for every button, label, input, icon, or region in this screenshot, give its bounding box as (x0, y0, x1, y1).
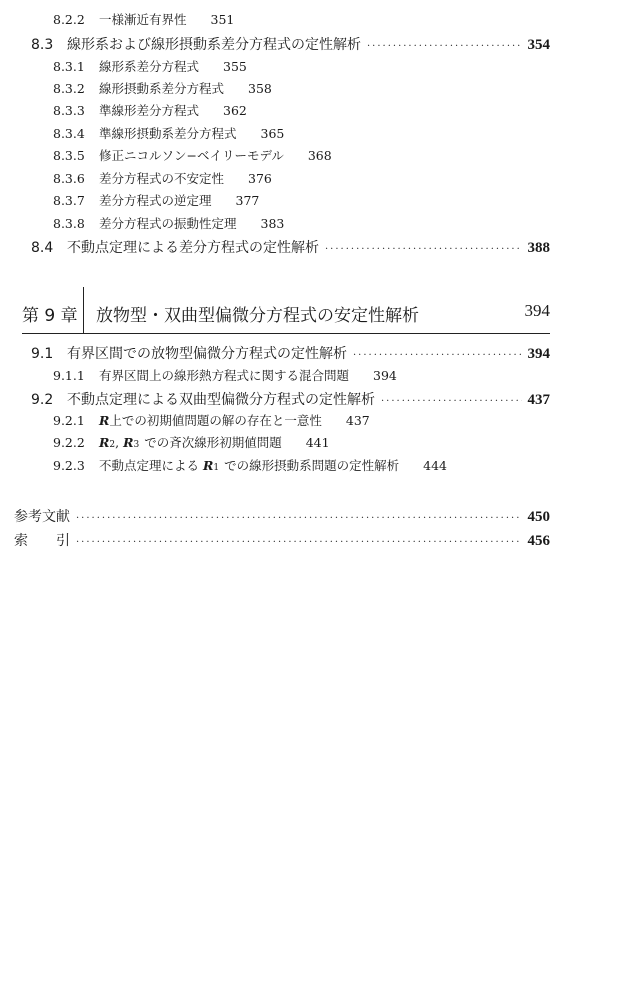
toc-entry-8-3-2[interactable] (53, 79, 272, 97)
section-number: 8.4 (31, 240, 54, 256)
entry-title: 線形摂動系差分方程式 (99, 81, 225, 96)
entry-page: 437 (345, 413, 370, 428)
toc-entry-9-2-1[interactable] (53, 411, 370, 429)
entry-page: 441 (305, 435, 330, 450)
entry-number: 8.3.7 (53, 193, 85, 208)
entry-number: 8.3.1 (53, 59, 85, 74)
toc-entry-8-3-4[interactable] (53, 124, 284, 142)
entry-number: 9.2.1 (53, 413, 85, 428)
toc-references[interactable] (14, 506, 550, 526)
dot-leader (325, 244, 522, 255)
toc-entry-8-3-6[interactable] (53, 169, 272, 187)
math-separator: , (115, 435, 124, 450)
entry-page: 377 (235, 193, 260, 208)
section-number: 8.3 (31, 37, 54, 53)
entry-number: 8.3.8 (53, 216, 85, 231)
entry-title: 差分方程式の振動性定理 (99, 216, 237, 231)
section-number: 9.2 (31, 392, 54, 408)
toc-entry-9-1-1[interactable] (53, 366, 397, 384)
entry-page: 351 (210, 12, 235, 27)
section-title: 有界区間での放物型偏微分方程式の定性解析 (67, 346, 347, 362)
section-page: 388 (527, 240, 550, 256)
math-symbol: R (99, 413, 110, 428)
math-sup: 1 (213, 463, 220, 473)
index-title: 索 引 (14, 533, 70, 549)
section-page: 437 (527, 392, 550, 408)
entry-title: 線形系差分方程式 (99, 59, 200, 74)
entry-page: 383 (260, 216, 285, 231)
chapter-divider (83, 287, 84, 333)
toc-entry-8-3-8[interactable] (53, 214, 284, 232)
entry-number: 9.1.1 (53, 368, 85, 383)
entry-number: 9.2.2 (53, 435, 85, 450)
dot-leader (76, 537, 522, 548)
math-symbol-b: R (123, 435, 134, 450)
dot-leader (367, 41, 522, 52)
section-title: 不動点定理による双曲型偏微分方程式の定性解析 (67, 392, 375, 408)
toc-section-9-1[interactable] (31, 343, 550, 363)
entry-page: 362 (223, 103, 247, 118)
entry-number: 9.2.3 (53, 458, 85, 473)
chapter-label: 第 9 章 (22, 306, 78, 326)
entry-page: 365 (260, 126, 285, 141)
toc-entry-8-2-2[interactable] (53, 10, 234, 28)
entry-title: 差分方程式の不安定性 (99, 171, 225, 186)
chapter-title: 放物型・双曲型偏微分方程式の安定性解析 (96, 306, 419, 326)
dot-leader (76, 513, 522, 524)
toc-entry-9-2-2[interactable] (53, 433, 330, 451)
entry-page: 376 (248, 171, 272, 186)
dot-leader (381, 396, 522, 407)
section-title: 線形系および線形摂動系差分方程式の定性解析 (67, 37, 361, 53)
entry-page: 394 (373, 368, 397, 383)
math-symbol-a: R (99, 435, 110, 450)
entry-title-prefix: 不動点定理による (99, 458, 200, 473)
toc-entry-8-3-1[interactable] (53, 57, 247, 75)
dot-leader (353, 350, 522, 361)
toc-section-9-2[interactable] (31, 389, 550, 409)
entry-page: 358 (248, 81, 272, 96)
entry-title: での線形摂動系問題の定性解析 (224, 458, 400, 473)
entry-number: 8.3.2 (53, 81, 85, 96)
toc-section-8-3[interactable] (31, 34, 550, 54)
entry-page: 368 (307, 148, 332, 163)
toc-entry-8-3-7[interactable] (53, 191, 259, 209)
chapter-page: 394 (524, 301, 550, 320)
entry-title: 一様漸近有界性 (99, 12, 187, 27)
toc-section-8-4[interactable] (31, 237, 550, 257)
references-title: 参考文献 (14, 509, 70, 525)
entry-number: 8.3.4 (53, 126, 85, 141)
math-sup-a: 2 (109, 440, 116, 450)
section-page: 394 (527, 346, 550, 362)
chapter-heading-9[interactable] (22, 287, 550, 334)
math-sup-b: 3 (133, 440, 140, 450)
section-page: 354 (527, 37, 550, 53)
toc-entry-8-3-3[interactable] (53, 101, 247, 119)
toc-index[interactable] (14, 530, 550, 550)
toc-entry-9-2-3[interactable] (53, 456, 447, 474)
references-page: 450 (527, 509, 550, 525)
section-number: 9.1 (31, 346, 54, 362)
entry-title: 修正ニコルソン−ベイリーモデル (99, 148, 284, 163)
entry-title: 有界区間上の線形熱方程式に関する混合問題 (99, 368, 350, 383)
entry-number: 8.2.2 (53, 12, 85, 27)
entry-number: 8.3.6 (53, 171, 85, 186)
entry-number: 8.3.5 (53, 148, 85, 163)
section-title: 不動点定理による差分方程式の定性解析 (67, 240, 319, 256)
entry-title: 準線形摂動系差分方程式 (99, 126, 237, 141)
math-symbol: R (203, 458, 214, 473)
entry-page: 355 (223, 59, 247, 74)
entry-title: 準線形差分方程式 (99, 103, 200, 118)
entry-number: 8.3.3 (53, 103, 85, 118)
entry-title: での斉次線形初期値問題 (144, 435, 282, 450)
entry-title: 差分方程式の逆定理 (99, 193, 212, 208)
entry-page: 444 (423, 458, 448, 473)
toc-entry-8-3-5[interactable] (53, 146, 332, 164)
index-page: 456 (527, 533, 550, 549)
entry-title: 上での初期値問題の解の存在と一意性 (109, 413, 322, 428)
